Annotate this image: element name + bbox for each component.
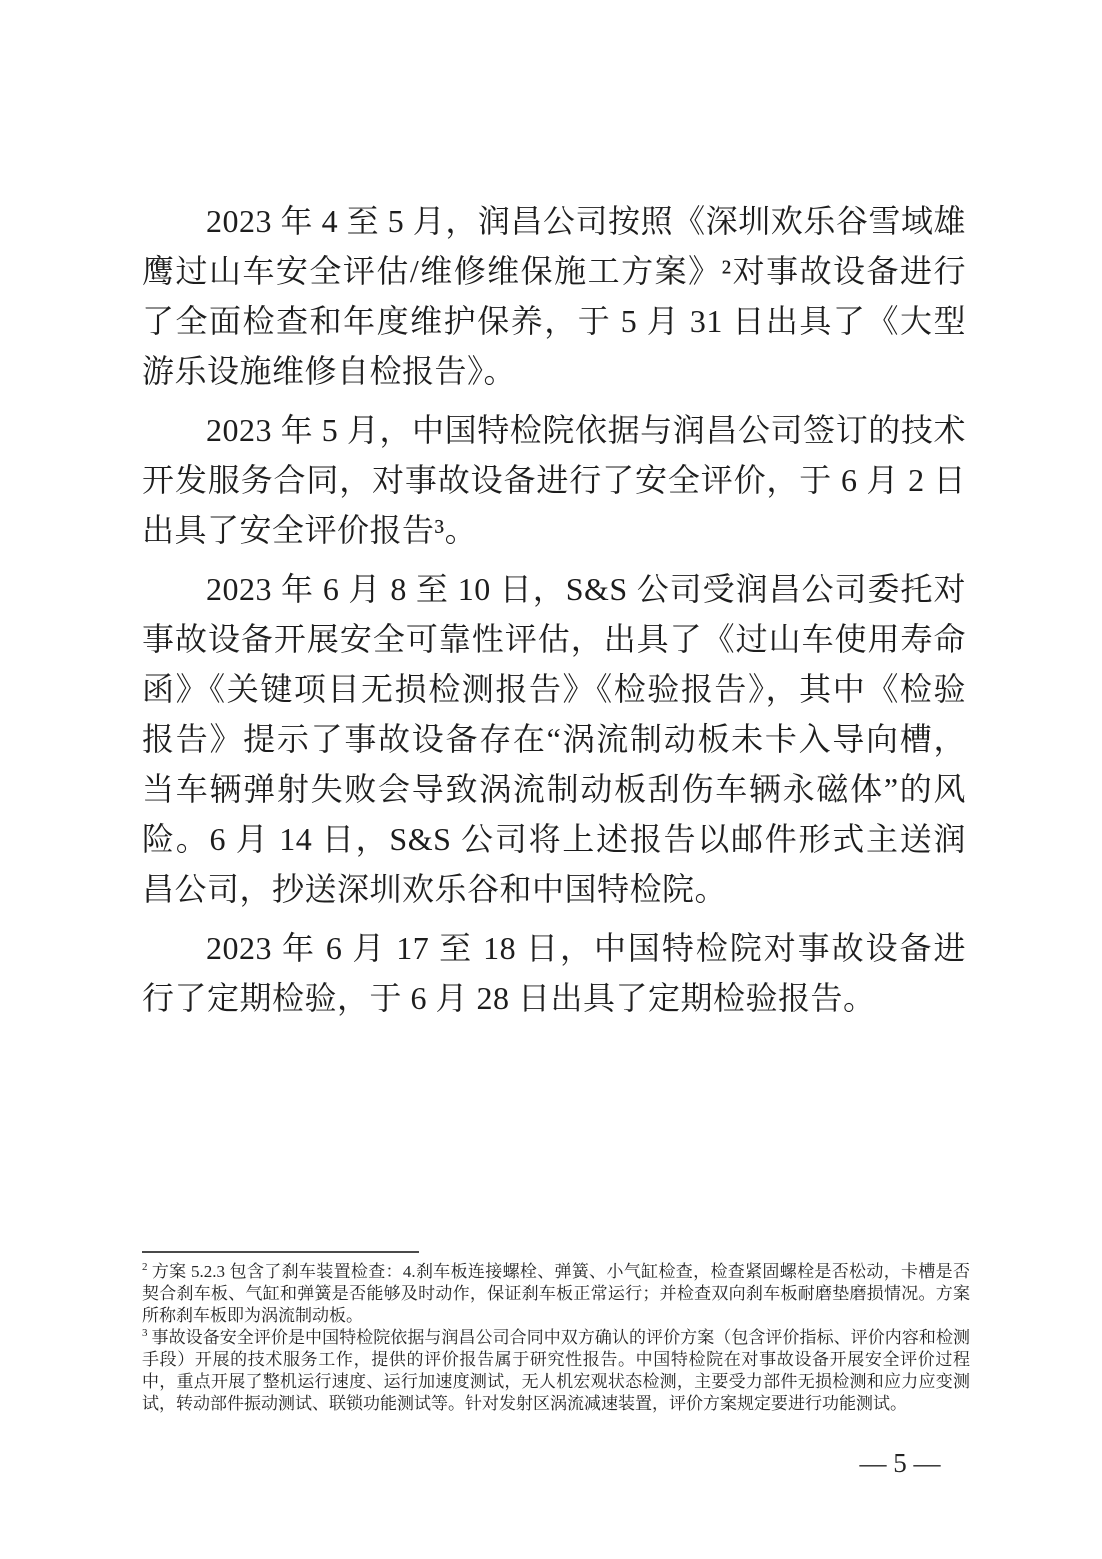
footnote-separator-rule: [142, 1251, 419, 1253]
paragraph-periodic-inspection: 2023 年 6 月 17 至 18 日，中国特检院对事故设备进行了定期检验，于 6 月 28 日出具了定期检验报告。: [142, 930, 966, 1016]
paragraph-reliability-assessment: 2023 年 6 月 8 至 10 日，S&S 公司受润昌公司委托对事故设备开展安全可靠性评估，出具了《过山车使用寿命函》《关键项目无损检测报告》《检验报告》，其中《检验报告》提示了事故设备存在“涡流制动板未卡入导向槽，当车辆弹射失败会导致涡流制动板刮伤车辆永磁体”的风险。6 月 14 日，S&S 公司将上述报告以邮件形式主送润昌公司，抄送深圳欢乐谷和中国特检院。: [142, 571, 966, 907]
paragraph-maintenance-check: 2023 年 4 至 5 月，润昌公司按照《深圳欢乐谷雪域雄鹰过山车安全评估/维修维保施工方案》²对事故设备进行了全面检查和年度维护保养，于 5 月 31 日出具了《大型游乐设施维修自检报告》。: [142, 203, 966, 389]
footnote-2-text: 方案 5.2.3 包含了刹车装置检查：4.刹车板连接螺栓、弹簧、小气缸检查，检查紧固螺栓是否松动，卡槽是否契合刹车板、气缸和弹簧是否能够及时动作，保证刹车板正常运行；并检查双向刹车板耐磨垫磨损情况。方案所称刹车板即为涡流制动板。: [142, 1262, 970, 1325]
page-number: — 5 —: [859, 1448, 941, 1478]
footnote-2: [142, 1261, 970, 1327]
footnotes-section: [142, 1261, 970, 1415]
footnote-3: [142, 1327, 970, 1415]
document-body: [142, 196, 966, 1032]
footnote-3-marker: 3: [142, 1327, 148, 1340]
footnote-2-marker: 2: [142, 1261, 148, 1274]
footnote-3-text: 事故设备安全评价是中国特检院依据与润昌公司合同中双方确认的评价方案（包含评价指标、评价内容和检测手段）开展的技术服务工作，提供的评价报告属于研究性报告。中国特检院在对事故设备开展安全评价过程中，重点开展了整机运行速度、运行加速度测试，无人机宏观状态检测，主要受力部件无损检测和应力应变测试，转动部件振动测试、联锁功能测试等。针对发射区涡流减速装置，评价方案规定要进行功能测试。: [142, 1328, 970, 1413]
paragraph-safety-evaluation: 2023 年 5 月，中国特检院依据与润昌公司签订的技术开发服务合同，对事故设备进行了安全评价，于 6 月 2 日出具了安全评价报告³。: [142, 412, 966, 548]
